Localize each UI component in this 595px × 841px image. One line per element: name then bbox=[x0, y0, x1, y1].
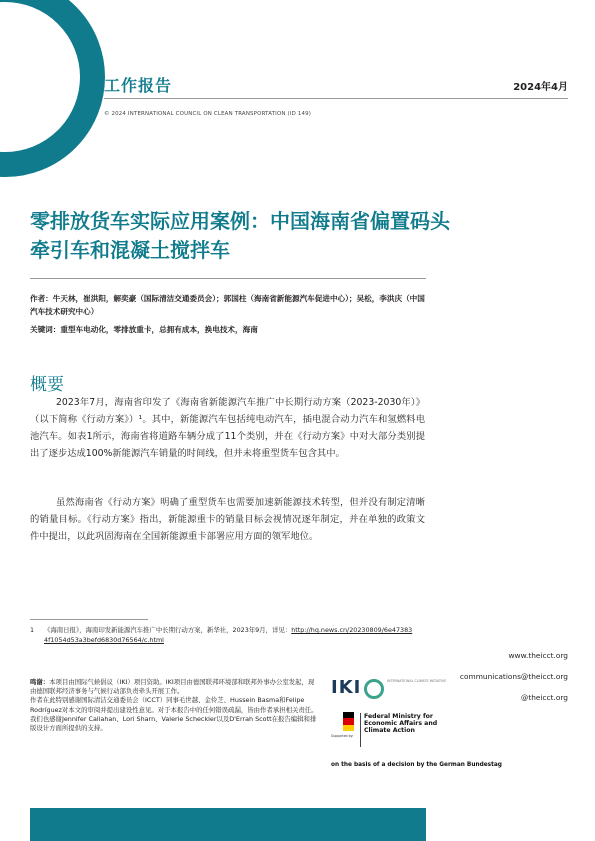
german-flag-icon bbox=[343, 712, 354, 731]
supported-by-label: Supported by: bbox=[331, 734, 354, 738]
iki-tagline: INTERNATIONAL CLIMATE INITIATIVE bbox=[387, 679, 447, 683]
summary-paragraph: 2023年7月，海南省印发了《海南省新能源汽车推广中长期行动方案（2023-2030年）》（以下简称《行动方案》）¹。其中，新能源汽车包括纯电动汽车，插电混合动力汽车和氢燃料电池汽车。如表1所示，海南省将道路车辆分成了11个类别，并在《行动方案》中对大部分类别提出了逐步达成100%新能源汽车销量的时间线，但并未将重型货车包含其中。 bbox=[30, 397, 425, 459]
summary-paragraph: 虽然海南省《行动方案》明确了重型货车也需要加速新能源技术转型，但并没有制定清晰的销量目标。《行动方案》指出，新能源重卡的销量目标会视情况逐年制定，并在单独的政策文件中提出，以此巩固海南在全国新能源重卡部署应用方面的领军地位。 bbox=[30, 497, 425, 542]
acknowledgements bbox=[30, 678, 318, 733]
acknowledgements-label: 鸣谢： bbox=[30, 678, 50, 686]
iki-logo bbox=[331, 677, 451, 699]
iki-wordmark: IKI bbox=[331, 677, 362, 698]
header-divider bbox=[104, 98, 568, 99]
email-link[interactable]: communications@theicct.org bbox=[459, 672, 568, 681]
ministry-logo bbox=[331, 710, 451, 750]
footnote-divider bbox=[30, 619, 148, 620]
footnote-text: 《海南日报》，海南印发新能源汽车推广中长期行动方案，新华社，2023年9月，详见： bbox=[44, 626, 292, 634]
acknowledgements-thanks: 作者在此特别感谢国际清洁交通委员会（ICCT）同事毛世越、金伶芝、Hussein Basma和Felipe Rodríguez对本文的审阅并提出建设性意见。对于本报告中的任何错误疏漏，皆由作者承担相关责任。我们也感谢Jennifer Callahan、Lori Sharn、Valerie Scheckler以及D'Errah Scott在报告编辑和排版设计方面所提供的支持。 bbox=[30, 696, 318, 733]
authors-line: 作者：牛天林，崔洪阳，解奕豪（国际清洁交通委员会）；郭国柱（海南省新能源汽车促进中心）；吴松，李洪庆（中国汽车技术研究中心） bbox=[30, 294, 425, 316]
footnote-number: 1 bbox=[30, 626, 35, 634]
acknowledgements-funding: 本项目由国际气候倡议（IKI）项目资助。IKI项目由德国联邦环境部和联邦外事办公室发起，现由德国联邦经济事务与气候行动部负责牵头开展工作。 bbox=[30, 678, 315, 696]
publication-date: 2024年4月 bbox=[513, 82, 568, 93]
ministry-name: Federal Ministry for Economic Affairs and Climate Action bbox=[364, 713, 438, 734]
social-handle[interactable]: @theicct.org bbox=[520, 693, 568, 702]
ministry-divider bbox=[360, 713, 361, 747]
iki-circle-icon bbox=[364, 679, 384, 699]
flag-stripe-gold bbox=[343, 725, 354, 731]
decorative-ring bbox=[0, 0, 105, 177]
summary-heading: 概要 bbox=[30, 375, 64, 395]
website-link[interactable]: www.theicct.org bbox=[508, 651, 568, 660]
report-title: 零排放货车实际应用案例：中国海南省偏置码头牵引车和混凝土搅拌车 bbox=[30, 209, 450, 262]
document-type-label: 工作报告 bbox=[104, 76, 173, 95]
copyright-line: © 2024 INTERNATIONAL COUNCIL ON CLEAN TRANSPORTATION (ID 149) bbox=[104, 111, 312, 117]
footnote bbox=[30, 625, 428, 645]
title-divider bbox=[30, 278, 426, 279]
footnote-link[interactable]: http://hq.news.cn/20230809/6e47383​4f1054d53a3befd6830d76564/c.html bbox=[44, 626, 413, 644]
contact-block bbox=[460, 645, 568, 708]
bundestag-note: on the basis of a decision by the German Bundestag bbox=[331, 762, 502, 768]
footer-bar bbox=[30, 808, 426, 841]
keywords-line: 关键词：重型车电动化，零排放重卡，总拥有成本，换电技术，海南 bbox=[30, 325, 258, 334]
